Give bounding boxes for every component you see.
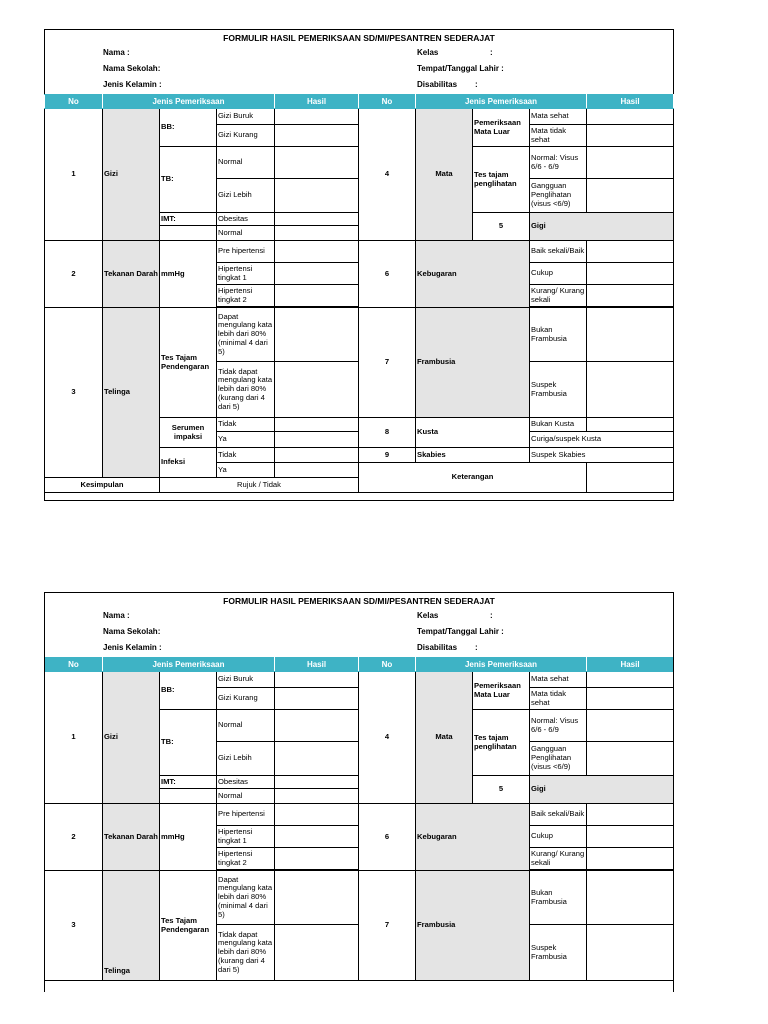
header-jenis: Jenis Pemeriksaan <box>103 95 275 109</box>
imt-label: IMT: <box>160 213 217 226</box>
header-no-right: No <box>359 658 416 672</box>
mata-luar-label: Pemeriksaan Mata Luar <box>473 672 530 710</box>
bukan-frambusia: Bukan Frambusia <box>530 308 587 362</box>
tidak-dapat-mengulang: Tidak dapat mengulang kata lebih dari 80% (kurang dari 4 dari 5) <box>217 362 275 418</box>
disabilitas-colon: : <box>475 80 478 89</box>
kebugaran-label: Kebugaran <box>416 804 530 871</box>
row-no-2: 2 <box>45 804 103 871</box>
disabilitas-colon: : <box>475 643 478 652</box>
mata-tidak-sehat: Mata tidak sehat <box>530 688 587 710</box>
row-no-8: 8 <box>359 418 416 448</box>
label-jenis-kelamin: Jenis Kelamin : <box>103 80 162 89</box>
hasil-cell[interactable] <box>275 179 359 213</box>
tb-label: TB: <box>160 710 217 776</box>
gizi-lebih: Gizi Lebih <box>217 179 275 213</box>
gigi-label: Gigi <box>530 776 674 804</box>
exam-table <box>44 94 674 493</box>
hasil-cell[interactable] <box>587 241 674 263</box>
header-no: No <box>45 95 103 109</box>
suspek-skabies: Suspek Skabies <box>530 448 674 463</box>
exam-table <box>44 657 674 981</box>
row-no-3: 3 <box>45 871 103 981</box>
row-no-1: 1 <box>45 672 103 804</box>
hasil-cell[interactable] <box>587 848 674 870</box>
hasil-cell[interactable] <box>275 285 359 307</box>
hipertensi-1: Hipertensi tingkat 1 <box>217 826 275 848</box>
skabies-label: Skabies <box>416 448 530 463</box>
label-disabilitas: Disabilitas <box>417 80 458 89</box>
curiga-kusta: Curiga/suspek Kusta <box>530 432 674 448</box>
kebugaran-label: Kebugaran <box>416 241 530 308</box>
infeksi-ya: Ya <box>217 463 275 478</box>
gizi-label: Gizi <box>103 109 160 241</box>
bukan-kusta: Bukan Kusta <box>530 418 587 432</box>
header-hasil-right: Hasil <box>587 658 674 672</box>
imt-label: IMT: <box>160 776 217 789</box>
hasil-cell[interactable] <box>275 672 359 688</box>
gigi-label: Gigi <box>530 213 674 241</box>
td-normal: Normal <box>217 789 275 804</box>
mata-sehat: Mata sehat <box>530 672 587 688</box>
hipertensi-2: Hipertensi tingkat 2 <box>217 848 275 870</box>
header-hasil-right: Hasil <box>587 95 674 109</box>
gizi-lebih: Gizi Lebih <box>217 742 275 776</box>
keterangan-label: Keterangan <box>359 463 587 493</box>
row-no-1: 1 <box>45 109 103 241</box>
hasil-cell[interactable] <box>275 710 359 742</box>
hasil-cell[interactable] <box>275 263 359 285</box>
form-header <box>45 30 673 94</box>
bukan-frambusia: Bukan Frambusia <box>530 871 587 925</box>
hasil-cell[interactable] <box>275 848 359 870</box>
rujuk-tidak: Rujuk / Tidak <box>160 478 359 493</box>
gizi-label: Gizi <box>103 672 160 804</box>
hasil-cell[interactable] <box>275 125 359 147</box>
tb-label: TB: <box>160 147 217 213</box>
spacer <box>160 226 217 241</box>
form-title: FORMULIR HASIL PEMERIKSAAN SD/MI/PESANTREN SEDERAJAT <box>223 33 495 43</box>
header-row <box>45 95 674 109</box>
header-no-right: No <box>359 95 416 109</box>
row-no-9: 9 <box>359 448 416 463</box>
kurang-sekali: Kurang/ Kurang sekali <box>530 848 587 870</box>
dapat-mengulang: Dapat mengulang kata lebih dari 80% (minimal 4 dari 5) <box>217 871 275 925</box>
tekanan-darah-label: Tekanan Darah <box>103 804 160 871</box>
mata-label: Mata <box>416 109 473 241</box>
kelas-colon: : <box>490 48 493 57</box>
hasil-cell[interactable] <box>275 213 359 226</box>
visus-normal: Normal: Visus 6/6 - 6/9 <box>530 147 587 179</box>
hasil-cell[interactable] <box>275 109 359 125</box>
label-disabilitas: Disabilitas <box>417 643 458 652</box>
hasil-cell[interactable] <box>587 742 674 776</box>
hasil-cell[interactable] <box>275 925 359 981</box>
row-no-5: 5 <box>473 213 530 241</box>
hasil-cell[interactable] <box>587 263 674 285</box>
hasil-cell[interactable] <box>587 125 674 147</box>
infeksi-tidak: Tidak <box>217 448 275 463</box>
mmhg-label: mmHg <box>160 804 217 871</box>
mata-luar-label: Pemeriksaan Mata Luar <box>473 109 530 147</box>
hasil-cell[interactable] <box>275 742 359 776</box>
kelas-colon: : <box>490 611 493 620</box>
kesimpulan-label: Kesimpulan <box>45 478 160 493</box>
kusta-label: Kusta <box>416 418 530 448</box>
baik-sekali: Baik sekali/Baik <box>530 241 587 263</box>
tidak-dapat-mengulang: Tidak dapat mengulang kata lebih dari 80% (kurang dari 4 dari 5) <box>217 925 275 981</box>
gizi-normal: Normal <box>217 710 275 742</box>
exam-form-1 <box>44 29 674 501</box>
cukup: Cukup <box>530 826 587 848</box>
gizi-kurang: Gizi Kurang <box>217 688 275 710</box>
hasil-cell[interactable] <box>587 688 674 710</box>
hasil-cell[interactable] <box>275 147 359 179</box>
obesitas: Obesitas <box>217 776 275 789</box>
header-jenis-right: Jenis Pemeriksaan <box>416 658 587 672</box>
hipertensi-1: Hipertensi tingkat 1 <box>217 263 275 285</box>
hasil-cell[interactable] <box>275 432 359 448</box>
label-ttl: Tempat/Tanggal Lahir : <box>417 627 504 636</box>
hasil-cell[interactable] <box>275 871 359 925</box>
telinga-label: Telinga <box>103 871 160 981</box>
frambusia-label: Frambusia <box>416 308 530 418</box>
gizi-kurang: Gizi Kurang <box>217 125 275 147</box>
tes-dengar-label: Tes Tajam Pendengaran <box>160 308 217 418</box>
form-header <box>45 593 673 657</box>
hasil-cell[interactable] <box>275 241 359 263</box>
hipertensi-2: Hipertensi tingkat 2 <box>217 285 275 307</box>
hasil-cell[interactable] <box>275 804 359 826</box>
cukup: Cukup <box>530 263 587 285</box>
hasil-cell[interactable] <box>587 147 674 179</box>
suspek-frambusia: Suspek Frambusia <box>530 362 587 418</box>
keterangan-field[interactable] <box>587 463 674 493</box>
header-no: No <box>45 658 103 672</box>
label-nama-sekolah: Nama Sekolah: <box>103 64 161 73</box>
visus-normal: Normal: Visus 6/6 - 6/9 <box>530 710 587 742</box>
bb-label: BB: <box>160 672 217 710</box>
row-no-5: 5 <box>473 776 530 804</box>
row-no-7: 7 <box>359 871 416 981</box>
gangguan-penglihatan: Gangguan Penglihatan (visus <6/9) <box>530 179 587 213</box>
gangguan-penglihatan: Gangguan Penglihatan (visus <6/9) <box>530 742 587 776</box>
exam-form-2 <box>44 592 674 992</box>
serumen-label: Serumen impaksi <box>160 418 217 448</box>
label-kelas: Kelas <box>417 611 439 620</box>
gizi-buruk: Gizi Buruk <box>217 672 275 688</box>
hasil-cell[interactable] <box>587 418 674 432</box>
label-kelas: Kelas <box>417 48 439 57</box>
row-no-3: 3 <box>45 308 103 478</box>
hasil-cell[interactable] <box>275 418 359 432</box>
mata-tidak-sehat: Mata tidak sehat <box>530 125 587 147</box>
mata-label: Mata <box>416 672 473 804</box>
hasil-cell[interactable] <box>587 285 674 307</box>
tes-lihat-label: Tes tajam penglihatan <box>473 147 530 213</box>
hasil-cell[interactable] <box>275 463 359 478</box>
kurang-sekali: Kurang/ Kurang sekali <box>530 285 587 307</box>
infeksi-label: Infeksi <box>160 448 217 478</box>
hasil-cell[interactable] <box>587 925 674 981</box>
hasil-cell[interactable] <box>587 308 674 362</box>
row-no-4: 4 <box>359 109 416 241</box>
row-no-4: 4 <box>359 672 416 804</box>
row-no-7: 7 <box>359 308 416 418</box>
hasil-cell[interactable] <box>587 109 674 125</box>
label-nama: Nama : <box>103 611 130 620</box>
form-title: FORMULIR HASIL PEMERIKSAAN SD/MI/PESANTREN SEDERAJAT <box>223 596 495 606</box>
hasil-cell[interactable] <box>587 826 674 848</box>
serumen-tidak: Tidak <box>217 418 275 432</box>
tes-lihat-label: Tes tajam penglihatan <box>473 710 530 776</box>
header-hasil: Hasil <box>275 658 359 672</box>
hasil-cell[interactable] <box>275 226 359 241</box>
td-normal: Normal <box>217 226 275 241</box>
mata-sehat: Mata sehat <box>530 109 587 125</box>
hasil-cell[interactable] <box>275 776 359 789</box>
row-no-6: 6 <box>359 241 416 308</box>
label-nama-sekolah: Nama Sekolah: <box>103 627 161 636</box>
obesitas: Obesitas <box>217 213 275 226</box>
header-row <box>45 658 674 672</box>
pre-hipertensi: Pre hipertensi <box>217 241 275 263</box>
pre-hipertensi: Pre hipertensi <box>217 804 275 826</box>
gizi-normal: Normal <box>217 147 275 179</box>
hasil-cell[interactable] <box>587 362 674 418</box>
hasil-cell[interactable] <box>587 179 674 213</box>
hasil-cell[interactable] <box>275 308 359 362</box>
suspek-frambusia: Suspek Frambusia <box>530 925 587 981</box>
bb-label: BB: <box>160 109 217 147</box>
mmhg-label: mmHg <box>160 241 217 308</box>
hasil-cell[interactable] <box>275 789 359 804</box>
hasil-cell[interactable] <box>275 688 359 710</box>
serumen-ya: Ya <box>217 432 275 448</box>
hasil-cell[interactable] <box>587 672 674 688</box>
header-jenis: Jenis Pemeriksaan <box>103 658 275 672</box>
hasil-cell[interactable] <box>587 871 674 925</box>
telinga-label: Telinga <box>103 308 160 478</box>
tes-dengar-label: Tes Tajam Pendengaran <box>160 871 217 981</box>
row-no-2: 2 <box>45 241 103 308</box>
label-nama: Nama : <box>103 48 130 57</box>
label-ttl: Tempat/Tanggal Lahir : <box>417 64 504 73</box>
row-no-6: 6 <box>359 804 416 871</box>
header-jenis-right: Jenis Pemeriksaan <box>416 95 587 109</box>
label-jenis-kelamin: Jenis Kelamin : <box>103 643 162 652</box>
gizi-buruk: Gizi Buruk <box>217 109 275 125</box>
dapat-mengulang: Dapat mengulang kata lebih dari 80% (minimal 4 dari 5) <box>217 308 275 362</box>
spacer <box>160 789 217 804</box>
baik-sekali: Baik sekali/Baik <box>530 804 587 826</box>
hasil-cell[interactable] <box>275 826 359 848</box>
hasil-cell[interactable] <box>275 448 359 463</box>
hasil-cell[interactable] <box>587 710 674 742</box>
tekanan-darah-label: Tekanan Darah <box>103 241 160 308</box>
frambusia-label: Frambusia <box>416 871 530 981</box>
hasil-cell[interactable] <box>275 362 359 418</box>
header-hasil: Hasil <box>275 95 359 109</box>
hasil-cell[interactable] <box>587 804 674 826</box>
